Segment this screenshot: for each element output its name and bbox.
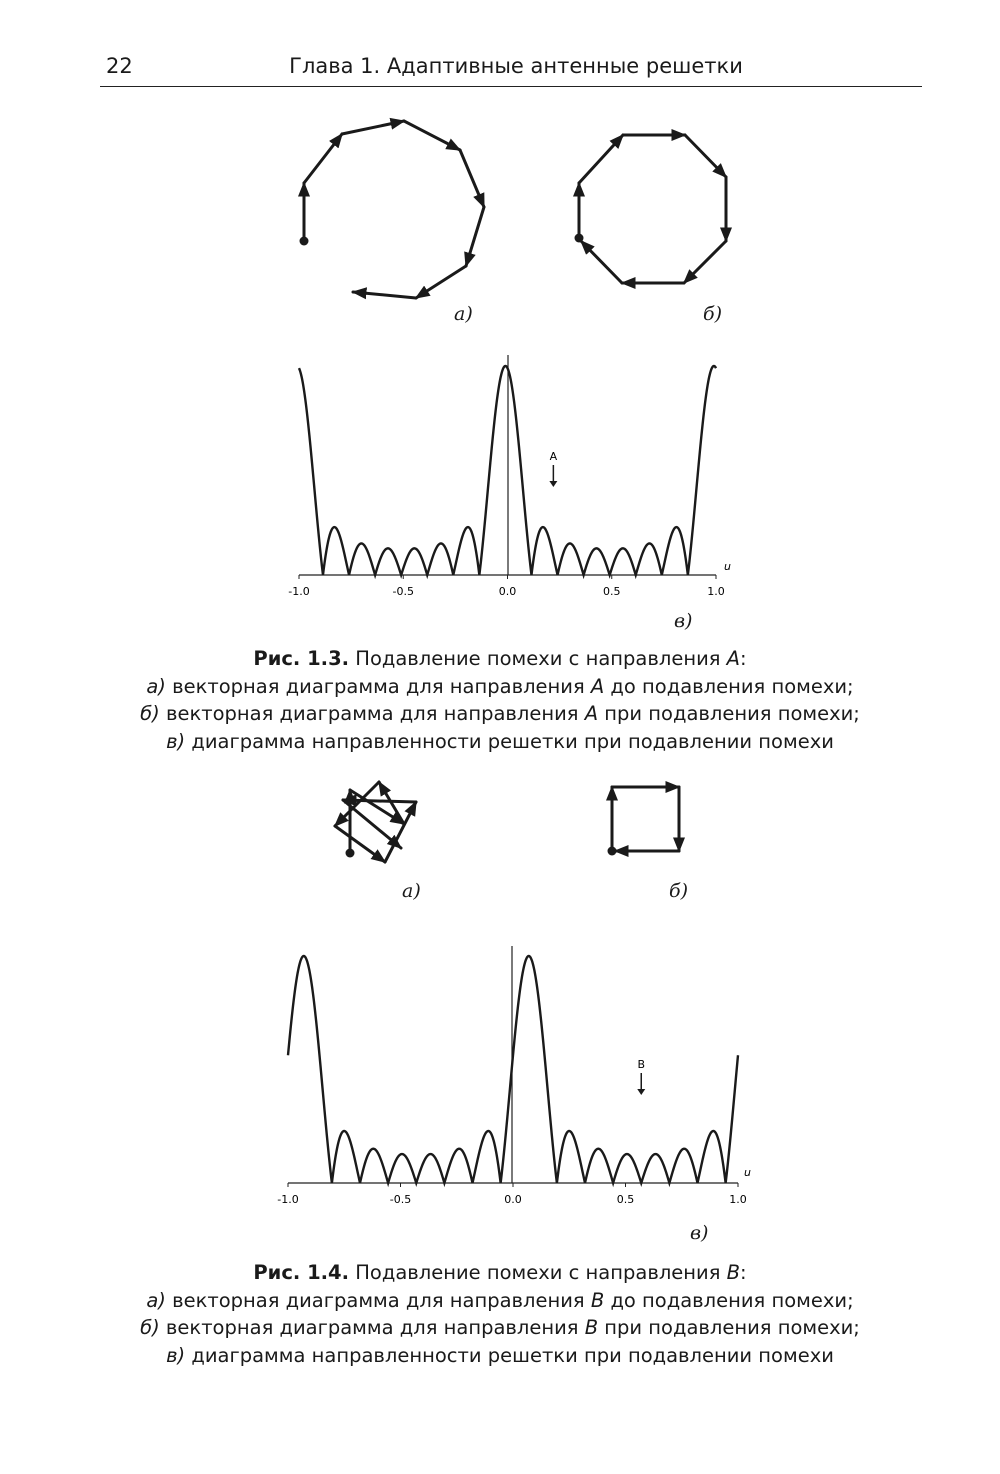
page-number: 22 <box>106 54 133 78</box>
fig-1-4-caption-line-b: б) векторная диаграмма для направления B при подавления помехи; <box>140 1316 860 1339</box>
fig-1-4-caption-line-v: в) диаграмма направленности решетки при подавлении помехи <box>166 1343 834 1367</box>
fig-1-4-vector-diagrams <box>0 770 1000 870</box>
fig-1-3-sublabel-v: в) <box>674 610 693 632</box>
chart0-tick-label-4: 1.0 <box>707 585 725 598</box>
fig-1-4-caption <box>0 1259 1000 1369</box>
chart0-tick-label-0: -1.0 <box>288 585 310 598</box>
chart1-marker-label: B <box>637 1058 646 1071</box>
fig-1-3-vector-diagrams <box>0 100 1000 340</box>
chart1-tick-label-2: 0.0 <box>504 1193 522 1206</box>
vector-diagram-a-fig-1-3 <box>300 121 485 298</box>
fig-1-3-caption <box>0 645 1000 755</box>
fig-1-3-sublabel-b: б) <box>703 303 723 325</box>
chart0-tick-label-1: -0.5 <box>392 585 414 598</box>
vector-diagram-a-fig-1-4 <box>335 782 416 862</box>
fig-1-3-sublabel-a: а) <box>454 303 473 325</box>
vector-diagram-b-fig-1-3 <box>575 135 727 283</box>
fig-1-4-caption-line-a: а) векторная диаграмма для направления B до подавления помехи; <box>146 1288 854 1312</box>
chart1-tick-label-1: -0.5 <box>389 1193 412 1206</box>
running-title: Глава 1. Адаптивные антенные решетки <box>289 54 743 78</box>
chart0-marker-arrowhead <box>549 481 557 487</box>
fig-1-4-radiation-pattern <box>0 940 1000 1220</box>
chart1-axis-label-u: u <box>744 1166 751 1179</box>
chart1-tick-label-3: 0.5 <box>616 1193 635 1206</box>
chart1-tick-label-4: 1.0 <box>729 1193 747 1206</box>
vector-diagram-b-fig-1-4 <box>608 787 680 856</box>
chart1-marker-arrowhead <box>637 1089 645 1095</box>
fig-1-3-caption-line-a: а) векторная диаграмма для направления A до подавления помехи; <box>146 674 854 698</box>
fig-1-3-caption-line-b: б) векторная диаграмма для направления A при подавления помехи; <box>140 702 860 725</box>
fig-1-3-caption-title: Рис. 1.3. Подавление помехи с направления A: <box>253 647 747 670</box>
running-header <box>100 52 922 87</box>
fig-1-4-sublabel-v: в) <box>690 1222 709 1244</box>
fig-1-4-sublabel-b: б) <box>669 880 689 902</box>
chart1-pattern-curve <box>288 956 738 1183</box>
fig-1-3-caption-line-v: в) диаграмма направленности решетки при подавлении помехи <box>166 729 834 753</box>
chart0-axis-label-u: u <box>724 560 731 573</box>
chart0-tick-label-3: 0.5 <box>603 585 621 598</box>
chart1-tick-label-0: -1.0 <box>277 1193 299 1206</box>
fig-1-3-radiation-pattern <box>0 350 1000 610</box>
chart0-marker-label: A <box>549 450 558 463</box>
fig-1-4-sublabel-a: а) <box>402 880 421 902</box>
chart0-tick-label-2: 0.0 <box>498 585 517 598</box>
fig-1-4-caption-title: Рис. 1.4. Подавление помехи с направления B: <box>253 1261 747 1284</box>
